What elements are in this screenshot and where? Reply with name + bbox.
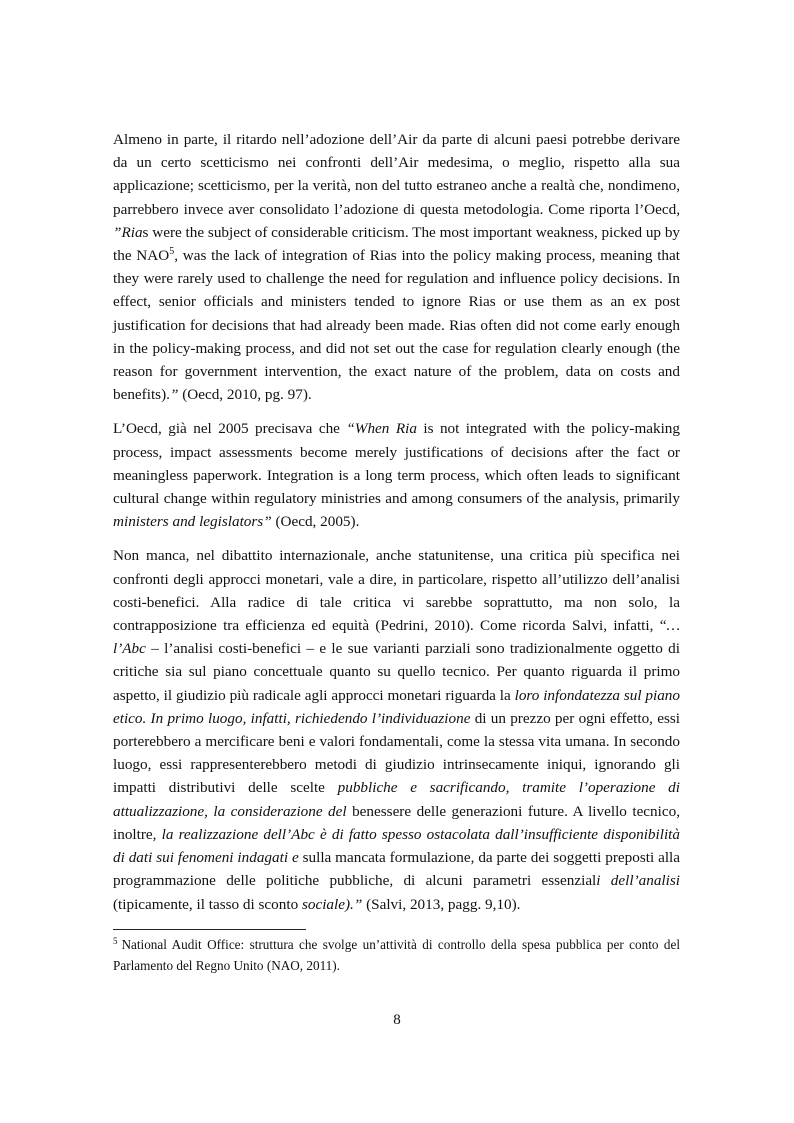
body-text — [113, 128, 680, 927]
italic-run: i dell’analisi — [596, 872, 680, 890]
text-run: Almeno in parte, il ritardo nell’adozione dell’Air da parte di alcuni paesi potrebbe derivare da un certo scetticismo nei confronti dell’Air medesima, o meglio, rispetto alla sua applicazione; scetticismo, per la verità, non del tutto estraneo anche a realtà che, nondimeno, parrebbero invece aver consolidato l’adozione di questa metodologia. Come riporta l’Oecd, — [113, 131, 680, 218]
citation: (Oecd, 2010, pg. 97). — [182, 386, 312, 404]
text-run: , was the lack of integration of Rias into the policy making process, meaning that they were rarely used to challenge the need for regulation and influence policy decisions. In effect, senior officials and ministers tended to ignore Rias or use them as an ex post justification for decisions that had already been made. Rias often did not come early enough in the policy-making process, and did not set out the case for regulation clearly enough (the reason for government intervention, the exact nature of the problem, data on costs and benefits). — [113, 247, 680, 404]
footnote-text: National Audit Office: struttura che svolge un’attività di controllo della spesa pubblica per conto del Parlamento del Regno Unito (NAO, 2011). — [113, 937, 680, 973]
text-run: s were the subject of considerable criticism. The most important weakness, picked up by the NAO — [113, 223, 681, 265]
paragraph-1 — [113, 128, 680, 406]
italic-run: ” — [169, 386, 183, 404]
text-run: Non manca, nel dibattito internazionale, anche statunitense, una critica più specifica nei confronti degli approcci monetari, vale a dire, in particolare, rispetto all’utilizzo dell’analisi costi-benefici. Alla radice di tale critica vi sarebbe soprattutto, ma non solo, la contrapposizione tra efficienza ed equità (Pedrini, 2010). Come ricorda Salvi, infatti, “ — [113, 547, 680, 635]
italic-run: ”Ria — [113, 223, 143, 241]
italic-run: la realizzazione dell’Abc è di fatto spesso ostacolata dall’insufficiente disponibilità di dati sui fenomeni indagati e — [113, 825, 680, 867]
paragraph-3 — [113, 544, 680, 915]
text-run: (tipicamente, il tasso di sconto — [113, 895, 302, 913]
footnote — [113, 935, 680, 976]
footnote-number: 5 — [113, 935, 118, 946]
text-run: L’Oecd, già nel 2005 precisava che — [113, 420, 347, 438]
italic-run: loro infondatezza sul piano etico. In primo luogo, infatti, richiedendo l’individuazione — [113, 686, 680, 727]
paragraph-2 — [113, 417, 680, 533]
text-run: benessere delle generazioni future. A livello tecnico, inoltre, — [113, 802, 680, 843]
text-run: sulla mancata formulazione, da parte dei soggetti preposti alla programmazione delle politiche pubbliche, di alcuni parametri essenzial — [113, 849, 680, 890]
text-run: di un prezzo per ogni effetto, essi porterebbero a mercificare beni e valori fondamentali, come la stessa vita umana. In secondo luogo, essi rappresenterebbero metodi di giudizio intrinsecamente iniqui, ignorando gli impatti distributivi delle scelte — [113, 709, 681, 797]
italic-run: sociale).” — [301, 895, 363, 913]
italic-run: pubbliche e sacrificando, tramite l’operazione di attualizzazione, la considerazione del — [113, 779, 680, 820]
italic-run: ministers and legislators” — [113, 513, 272, 531]
italic-run: …l’Abc — [113, 617, 680, 658]
footnote-reference[interactable]: 5 — [169, 245, 175, 257]
text-run: is not integrated with the policy-making process, impact assessments become merely justifications of decisions after the fact or meaningless paperwork. Integration is a long term process, which often leads to significant cultural change within regulatory ministries and among consumers of the analysis, primarily — [113, 420, 680, 508]
page-number: 8 — [393, 1012, 401, 1028]
footnote-separator — [113, 929, 306, 930]
citation: (Salvi, 2013, pagg. 9,10). — [362, 895, 521, 913]
citation: (Oecd, 2005). — [271, 513, 360, 531]
italic-run: “When Ria — [346, 420, 417, 438]
text-run: – l’analisi costi-benefici – e le sue varianti parziali sono tradizionalmente oggetto di critiche sia sul piano concettuale quanto su quello tecnico. Per quanto riguarda il primo aspetto, il giudizio più radicale agli approcci monetari riguarda la — [113, 640, 680, 704]
